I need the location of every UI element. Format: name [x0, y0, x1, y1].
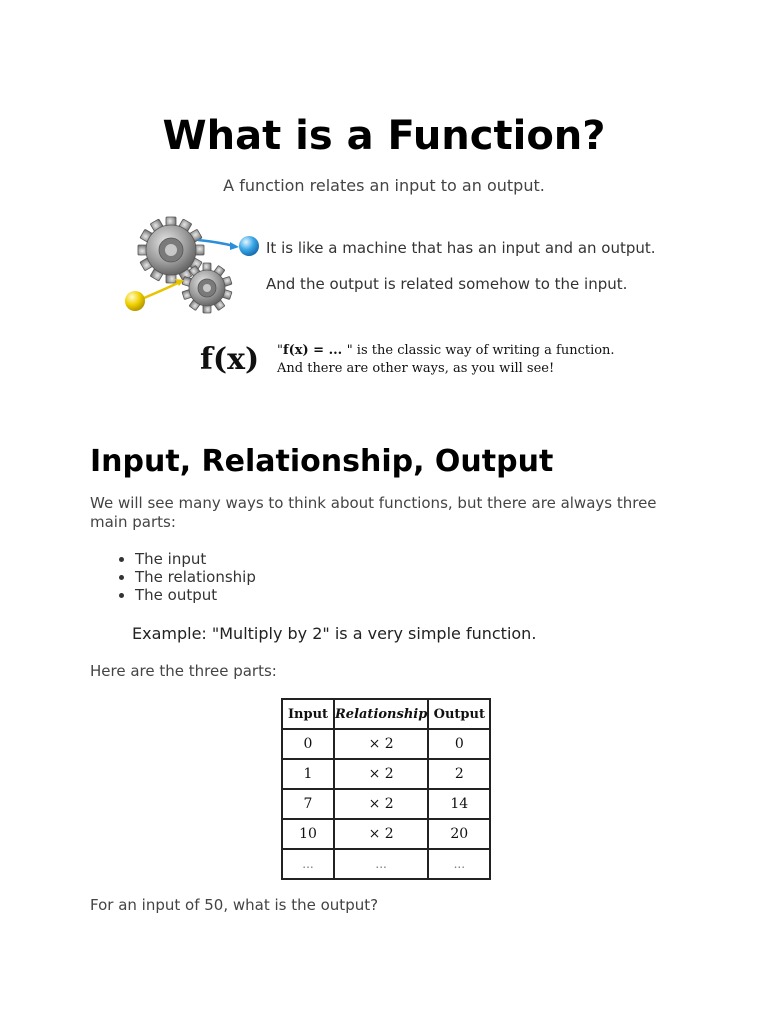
- header-output: Output: [428, 699, 490, 729]
- list-item: • The relationship: [135, 568, 256, 586]
- table-cell: × 2: [334, 789, 428, 819]
- table-row: [282, 759, 490, 789]
- page-subtitle: A function relates an input to an output.: [223, 176, 545, 195]
- fx-symbol: f(x): [200, 342, 260, 377]
- table-cell: × 2: [334, 729, 428, 759]
- list-item: • The output: [135, 586, 256, 604]
- table-cell: ...: [428, 849, 490, 879]
- list-item: • The input: [135, 550, 256, 568]
- header-input: Input: [282, 699, 334, 729]
- table-cell: ...: [282, 849, 334, 879]
- page-title: What is a Function?: [162, 113, 606, 159]
- question-text: For an input of 50, what is the output?: [90, 896, 379, 914]
- input-ball: [125, 291, 145, 311]
- fx-note-bold: f(x) = ...: [282, 343, 347, 358]
- table-cell: 14: [428, 789, 490, 819]
- table-cell: ...: [334, 849, 428, 879]
- header-relationship: Relationship: [334, 699, 428, 729]
- parts-list: [90, 550, 256, 604]
- output-ball: [239, 236, 259, 256]
- table-cell: × 2: [334, 759, 428, 789]
- function-table: [281, 698, 491, 880]
- table-cell: 7: [282, 789, 334, 819]
- table-cell: 1: [282, 759, 334, 789]
- table-cell: 0: [282, 729, 334, 759]
- table-row: [282, 819, 490, 849]
- table-row: [282, 849, 490, 879]
- table-cell: × 2: [334, 819, 428, 849]
- table-cell: 20: [428, 819, 490, 849]
- input-arrow: [144, 282, 180, 298]
- table-row: [282, 789, 490, 819]
- table-cell: 10: [282, 819, 334, 849]
- table-cell: 2: [428, 759, 490, 789]
- small-gear: [182, 263, 232, 313]
- table-cell: 0: [428, 729, 490, 759]
- table-header-row: [282, 699, 490, 729]
- section-heading: Input, Relationship, Output: [90, 444, 554, 479]
- fx-note-line2: And there are other ways, as you will see!: [277, 361, 555, 376]
- fx-note-rest: is the classic way of writing a function.: [352, 343, 615, 358]
- gears-machine-icon: [118, 212, 268, 322]
- section-paragraph: We will see many ways to think about functions, but there are always three main parts:: [90, 494, 657, 531]
- table-row: [282, 729, 490, 759]
- intro-line-1: It is like a machine that has an input and an output.: [266, 239, 656, 257]
- parts-intro: Here are the three parts:: [90, 662, 277, 680]
- fx-note: "f(x) = ... " is the classic way of writing a function. And there are other ways, as you will see!: [277, 343, 615, 376]
- intro-line-2: And the output is related somehow to the input.: [266, 275, 628, 293]
- example-text: Example: "Multiply by 2" is a very simple function.: [132, 624, 537, 643]
